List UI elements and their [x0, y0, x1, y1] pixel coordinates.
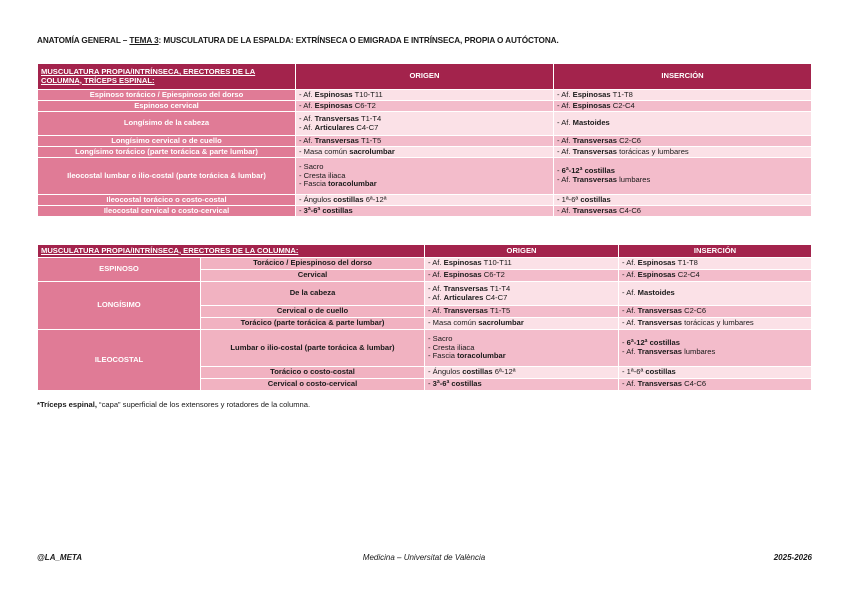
origen-cell [425, 330, 619, 367]
plain-text: - Af. [299, 135, 315, 145]
bold-term: Transversas [572, 146, 617, 156]
plain-text: - Fascia [428, 351, 458, 361]
bold-term: costillas [645, 367, 676, 377]
origen-cell [296, 195, 554, 206]
cell-line [299, 102, 550, 111]
plain-text: C2-C6 [616, 135, 642, 145]
cell-line [557, 148, 808, 157]
plain-text: lumbares [616, 175, 651, 184]
plain-text: C2-C4 [610, 100, 635, 110]
cell-line [557, 119, 808, 128]
cell-line [428, 307, 615, 316]
table-row [38, 195, 812, 206]
footnote [37, 400, 310, 409]
muscle-name: Longísimo cervical o de cuello [38, 136, 296, 147]
bold-term: Transversas [572, 175, 617, 184]
table-row [38, 330, 812, 367]
plain-text: - [557, 166, 562, 176]
cell-line [428, 368, 615, 377]
bold-term: Transversas [637, 318, 682, 328]
plain-text: - Af. [428, 292, 444, 302]
bold-term: Transversas [443, 283, 488, 293]
table-row [38, 101, 812, 112]
plain-text: - Sacro [428, 333, 453, 343]
muscle-name: Longísimo torácico (parte torácica & parte lumbar) [38, 147, 296, 158]
plain-text: 6ª-12ª [363, 194, 387, 204]
origen-cell [425, 367, 619, 379]
table-triceps-espinal [37, 63, 812, 217]
muscle-name: Longísimo de la cabeza [38, 112, 296, 136]
table-row [38, 147, 812, 158]
plain-text: - Ángulos [428, 367, 463, 377]
plain-text: - Sacro [299, 161, 324, 171]
cell-line [428, 380, 615, 389]
plain-text: - Af. [299, 100, 315, 110]
insercion-cell [554, 101, 812, 112]
plain-text: torácicas y lumbares [681, 318, 754, 328]
insercion-cell [619, 258, 812, 270]
bold-term: Articulares [314, 122, 355, 132]
bold-term: Espinosas [314, 100, 353, 110]
plain-text: T10-T11 [481, 258, 512, 268]
insercion-cell [554, 195, 812, 206]
cell-line [622, 348, 808, 357]
muscle-subname: Cervical o costo-cervical [201, 379, 425, 391]
origen-cell [425, 270, 619, 282]
cell-line [299, 137, 550, 146]
bold-term: Transversas [314, 135, 359, 145]
cell-line [557, 102, 808, 111]
plain-text: - Af. [299, 122, 315, 132]
bold-term: toracolumbar [457, 351, 506, 361]
document-title [37, 36, 827, 45]
bold-term: Articulares [443, 292, 484, 302]
footnote-term: *Tríceps espinal, [37, 400, 97, 409]
cell-line [622, 368, 808, 377]
muscle-name: Espinoso cervical [38, 101, 296, 112]
table-row [38, 282, 812, 306]
origen-cell [296, 112, 554, 136]
cell-line [299, 180, 550, 189]
bold-term: Espinosas [572, 89, 611, 99]
cell-line [428, 319, 615, 328]
table2-origen-header: ORIGEN [425, 245, 619, 258]
plain-text: torácicas y lumbares [616, 146, 689, 156]
bold-term: 6ª-12ª costillas [626, 338, 680, 348]
cell-line [622, 271, 808, 280]
plain-text: - Af. [428, 258, 444, 268]
bold-term: 6ª-12ª costillas [561, 166, 615, 176]
plain-text: - Af. [428, 306, 444, 316]
bold-term: costillas [333, 194, 364, 204]
bold-term: Transversas [572, 135, 617, 145]
cell-line [557, 196, 808, 205]
bold-term: 3ª-6ª costillas [432, 379, 482, 389]
plain-text: - Af. [557, 205, 573, 215]
insercion-cell [619, 330, 812, 367]
insercion-cell [619, 379, 812, 391]
plain-text: - Af. [622, 379, 638, 389]
cell-line [622, 289, 808, 298]
origen-cell [296, 206, 554, 217]
cell-line [299, 124, 550, 133]
plain-text: - Af. [557, 135, 573, 145]
footer-year: 2025-2026 [773, 553, 812, 562]
table-row [38, 158, 812, 195]
cell-line [428, 352, 615, 361]
plain-text: - Masa común [428, 318, 479, 328]
insercion-cell [619, 282, 812, 306]
bold-term: Mastoides [572, 118, 610, 128]
muscle-subname: Cervical [201, 270, 425, 282]
table1-group-header: MUSCULATURA PROPIA/INTRÍNSECA, ERECTORES DE LA COLUMNA, TRÍCEPS ESPINAL: [38, 64, 296, 90]
cell-line [557, 207, 808, 216]
bold-term: Transversas [314, 113, 359, 123]
muscle-group-name: ILEOCOSTAL [38, 330, 201, 391]
plain-text: - Cresta iliaca [428, 342, 475, 352]
muscle-name: Ileocostal cervical o costo-cervical [38, 206, 296, 217]
plain-text: - Masa común [299, 146, 350, 156]
cell-line [622, 380, 808, 389]
origen-cell [425, 318, 619, 330]
plain-text: T1-T8 [675, 258, 698, 268]
muscle-subname: Torácico / Epiespinoso del dorso [201, 258, 425, 270]
plain-text: T1-T8 [610, 89, 633, 99]
plain-text: - [622, 338, 627, 348]
muscle-group-name: LONGÍSIMO [38, 282, 201, 330]
origen-cell [425, 379, 619, 391]
plain-text: - [299, 205, 304, 215]
cell-line [557, 91, 808, 100]
origen-cell [296, 136, 554, 147]
footer-author: @LA_META [37, 553, 82, 562]
plain-text: 6ª-12ª [492, 367, 516, 377]
cell-line [299, 148, 550, 157]
muscle-group-name: ESPINOSO [38, 258, 201, 282]
plain-text: - Cresta iliaca [299, 170, 346, 180]
bold-term: toracolumbar [328, 179, 377, 189]
bold-term: Espinosas [443, 258, 482, 268]
plain-text: C6-T2 [352, 100, 376, 110]
plain-text: - Af. [428, 283, 444, 293]
plain-text: - Af. [622, 306, 638, 316]
table1-insercion-header: INSERCIÓN [554, 64, 812, 90]
muscle-name: Ileocostal torácico o costo-costal [38, 195, 296, 206]
plain-text: - Af. [557, 100, 573, 110]
plain-text: C4-C7 [354, 122, 379, 132]
plain-text: C4-C7 [483, 292, 508, 302]
plain-text: - Af. [299, 89, 315, 99]
plain-text: - Ángulos [299, 194, 334, 204]
bold-term: 3ª-6ª costillas [303, 205, 353, 215]
plain-text: - Af. [622, 258, 638, 268]
plain-text: - Af. [557, 118, 573, 128]
plain-text: T1-T5 [487, 306, 511, 316]
title-topic: TEMA 3 [129, 36, 159, 45]
insercion-cell [554, 112, 812, 136]
bold-term: Espinosas [637, 258, 676, 268]
bold-term: Espinosas [443, 270, 482, 280]
plain-text: - Af. [622, 270, 638, 280]
cell-line [299, 91, 550, 100]
cell-line [557, 137, 808, 146]
origen-cell [296, 90, 554, 101]
bold-term: Espinosas [314, 89, 353, 99]
table2-group-header: MUSCULATURA PROPIA/INTRÍNSECA, ERECTORES DE LA COLUMNA: [38, 245, 425, 258]
plain-text: - Af. [622, 347, 638, 356]
plain-text: C2-C6 [681, 306, 707, 316]
origen-cell [296, 101, 554, 112]
table-erectores [37, 244, 812, 391]
insercion-cell [619, 367, 812, 379]
cell-line [299, 207, 550, 216]
insercion-cell [554, 90, 812, 101]
table-row [38, 258, 812, 270]
table1-origen-header: ORIGEN [296, 64, 554, 90]
title-prefix: ANATOMÍA GENERAL – [37, 36, 130, 45]
insercion-cell [619, 306, 812, 318]
plain-text: T1-T4 [487, 283, 511, 293]
plain-text: - Af. [622, 288, 638, 298]
muscle-subname: Torácico o costo-costal [201, 367, 425, 379]
muscle-subname: Lumbar o ilio-costal (parte torácica & lumbar) [201, 330, 425, 367]
plain-text: C4-C6 [681, 379, 707, 389]
cell-line [622, 259, 808, 268]
plain-text: - Af. [428, 270, 444, 280]
footer-institution: Medicina – Universitat de València [362, 553, 486, 562]
cell-line [428, 271, 615, 280]
plain-text: - Af. [557, 175, 573, 184]
bold-term: Transversas [637, 347, 682, 356]
cell-line [428, 259, 615, 268]
muscle-name: Ileocostal lumbar o ilio-costal (parte torácica & lumbar) [38, 158, 296, 195]
bold-term: Espinosas [637, 270, 676, 280]
plain-text: - Af. [557, 146, 573, 156]
insercion-cell [619, 318, 812, 330]
origen-cell [425, 282, 619, 306]
origen-cell [425, 258, 619, 270]
insercion-cell [554, 147, 812, 158]
insercion-cell [554, 136, 812, 147]
plain-text: - Af. [557, 89, 573, 99]
cell-line [622, 319, 808, 328]
bold-term: sacrolumbar [478, 318, 524, 328]
plain-text: T10-T11 [352, 89, 383, 99]
plain-text: - Af. [299, 113, 315, 123]
table-row [38, 136, 812, 147]
bold-term: Transversas [443, 306, 488, 316]
bold-term: Espinosas [572, 100, 611, 110]
muscle-subname: Torácico (parte torácica & parte lumbar) [201, 318, 425, 330]
bold-term: Transversas [572, 205, 617, 215]
plain-text: C6-T2 [481, 270, 505, 280]
bold-term: costillas [462, 367, 493, 377]
cell-line [299, 196, 550, 205]
muscle-name: Espinoso torácico / Epiespinoso del dorso [38, 90, 296, 101]
bold-term: sacrolumbar [349, 146, 395, 156]
plain-text: - Fascia [299, 179, 329, 189]
origen-cell [296, 147, 554, 158]
bold-term: Transversas [637, 306, 682, 316]
bold-term: costillas [580, 194, 611, 204]
insercion-cell [619, 270, 812, 282]
plain-text: - 1ª-6ª [557, 194, 581, 204]
bold-term: Mastoides [637, 288, 675, 298]
plain-text: - Af. [622, 318, 638, 328]
title-rest: : MUSCULATURA DE LA ESPALDA: EXTRÍNSECA O EMIGRADA E INTRÍNSECA, PROPIA O AUTÓCTONA. [158, 36, 559, 45]
muscle-subname: De la cabeza [201, 282, 425, 306]
bold-term: Transversas [637, 379, 682, 389]
plain-text: C2-C4 [675, 270, 700, 280]
table-row [38, 90, 812, 101]
plain-text: - 1ª-6ª [622, 367, 646, 377]
table-row [38, 206, 812, 217]
plain-text: - [428, 379, 433, 389]
cell-line [622, 307, 808, 316]
plain-text: C4-C6 [616, 205, 642, 215]
muscle-subname: Cervical o de cuello [201, 306, 425, 318]
cell-line [428, 294, 615, 303]
insercion-cell [554, 206, 812, 217]
plain-text: T1-T5 [358, 135, 382, 145]
insercion-cell [554, 158, 812, 195]
table-row [38, 112, 812, 136]
origen-cell [425, 306, 619, 318]
cell-line [557, 176, 808, 185]
table2-insercion-header: INSERCIÓN [619, 245, 812, 258]
origen-cell [296, 158, 554, 195]
footnote-text: “capa” superficial de los extensores y rotadores de la columna. [96, 400, 311, 409]
plain-text: lumbares [681, 347, 716, 356]
plain-text: T1-T4 [358, 113, 382, 123]
